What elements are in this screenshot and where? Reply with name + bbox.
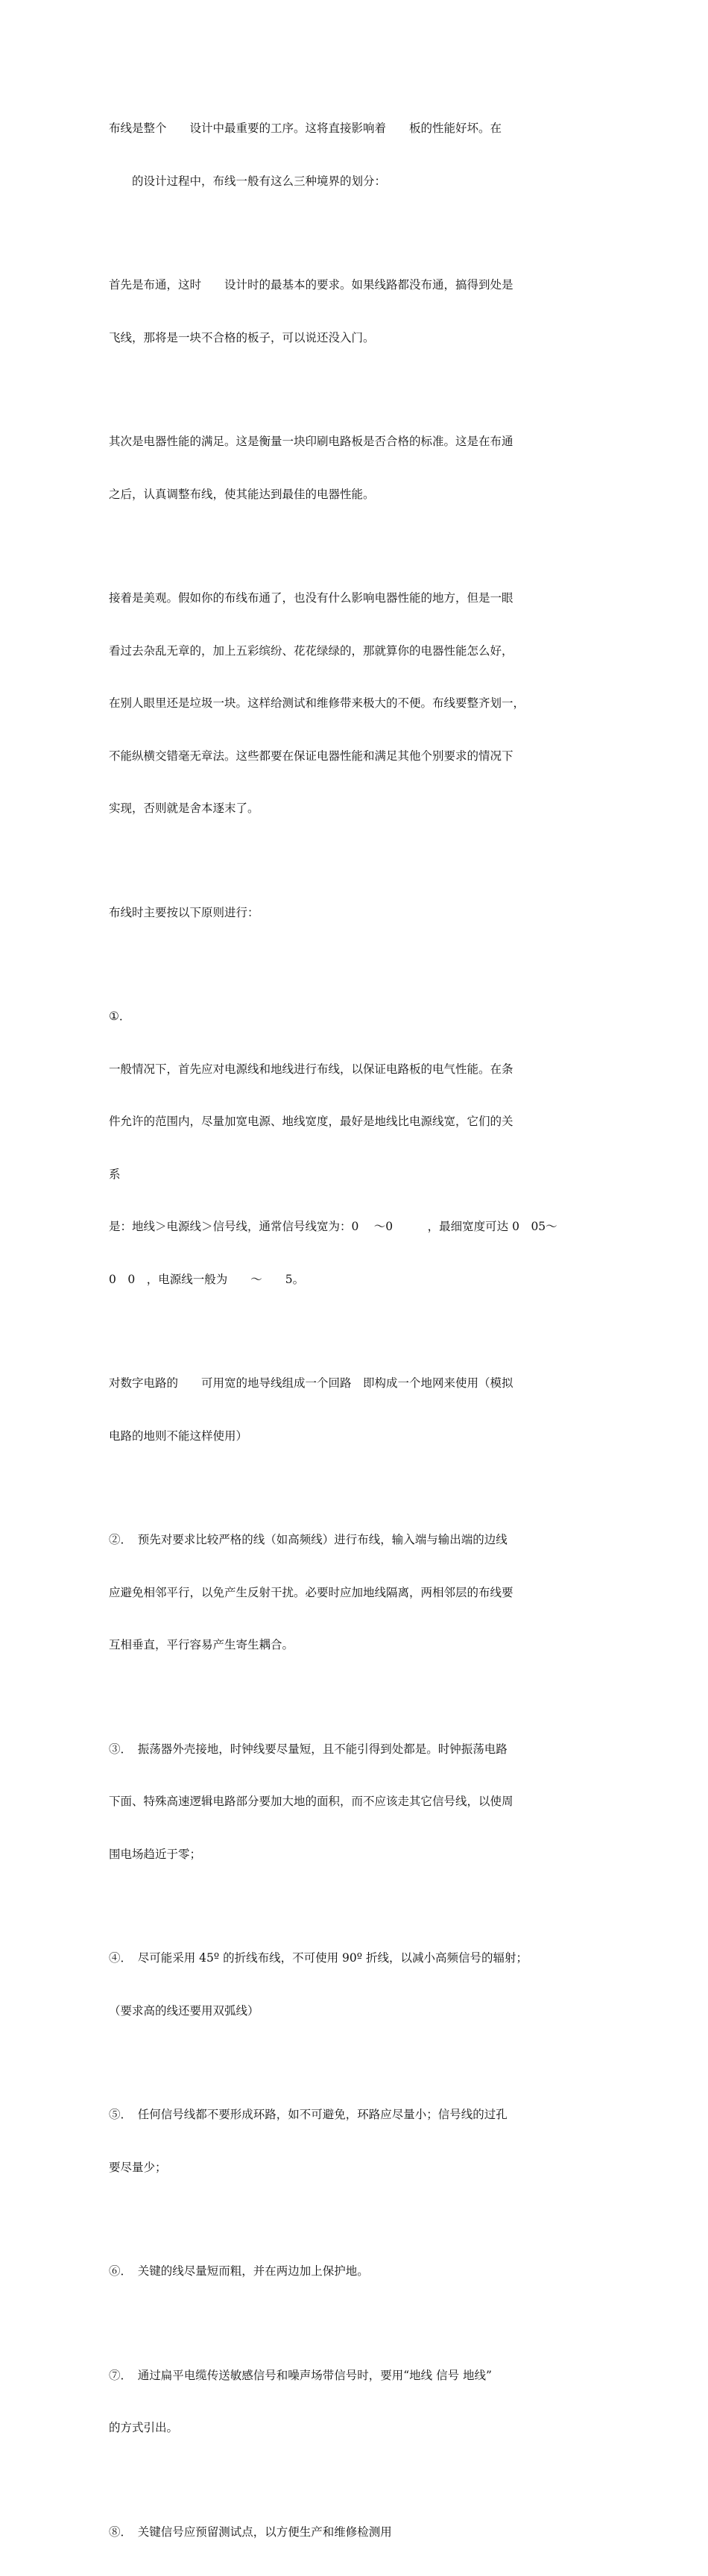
text-line: 在别人眼里还是垃圾一块。这样给测试和维修带来极大的不便。布线要整齐划一， (109, 695, 607, 713)
paragraph-intro (109, 85, 607, 225)
paragraph-rule-7 (109, 2332, 607, 2472)
document-body (109, 85, 607, 2576)
text-line: 应避免相邻平行，以免产生反射干扰。必要时应加地线隔离，两相邻层的布线要 (109, 1584, 607, 1602)
text-line: 0 0 ，电源线一般为 ～ 5。 (109, 1271, 607, 1289)
text-line: ⑧． 关键信号应预留测试点，以方便生产和维修检测用 (109, 2524, 607, 2542)
text-line: 件允许的范围内，尽量加宽电源、地线宽度，最好是地线比电源线宽，它们的关 (109, 1113, 607, 1131)
paragraph-rule-2 (109, 1496, 607, 1689)
paragraph-rule-6 (109, 2228, 607, 2316)
text-line: 首先是布通，这时 设计时的最基本的要求。如果线路都没布通，搞得到处是 (109, 277, 607, 295)
text-line: ③． 振荡器外壳接地，时钟线要尽量短，且不能引得到处都是。时钟振荡电路 (109, 1741, 607, 1759)
text-line: 布线时主要按以下原则进行： (109, 904, 607, 922)
text-line: 系 (109, 1166, 607, 1184)
text-line: 互相垂直，平行容易产生寄生耦合。 (109, 1637, 607, 1654)
text-line: 围电场趋近于零； (109, 1846, 607, 1864)
paragraph-routing-complete (109, 242, 607, 382)
text-line: （要求高的线还要用双弧线） (109, 2003, 607, 2021)
text-line: 的方式引出。 (109, 2419, 607, 2437)
paragraph-principles-heading (109, 869, 607, 957)
text-line: ②． 预先对要求比较严格的线（如高频线）进行布线，输入端与输出端的边线 (109, 1531, 607, 1549)
text-line: 看过去杂乱无章的，加上五彩缤纷、花花绿绿的，那就算你的电器性能怎么好， (109, 643, 607, 661)
text-line: 飞线，那将是一块不合格的板子，可以说还没入门。 (109, 330, 607, 347)
text-line: 下面、特殊高速逻辑电路部分要加大地的面积，而不应该走其它信号线，以使周 (109, 1793, 607, 1811)
text-line: ④． 尽可能采用 45º 的折线布线，不可使用 90º 折线，以减小高频信号的辐射； (109, 1950, 607, 1968)
paragraph-aesthetics (109, 555, 607, 853)
text-line: ⑦． 通过扁平电缆传送敏感信号和噪声场带信号时，要用“地线 信号 地线” (109, 2367, 607, 2385)
paragraph-digital-ground (109, 1340, 607, 1480)
text-line: 电路的地则不能这样使用） (109, 1428, 607, 1446)
text-line: 实现，否则就是舍本逐末了。 (109, 800, 607, 818)
text-line: 布线是整个 设计中最重要的工序。这将直接影响着 板的性能好坏。在 (109, 120, 607, 138)
text-line: 一般情况下，首先应对电源线和地线进行布线，以保证电路板的电气性能。在条 (109, 1061, 607, 1079)
text-line: 要尽量少； (109, 2159, 607, 2177)
paragraph-rule-1 (109, 973, 607, 1323)
text-line: 的设计过程中，布线一般有这么三种境界的划分： (109, 173, 607, 191)
text-line: 接着是美观。假如你的布线布通了，也没有什么影响电器性能的地方，但是一眼 (109, 590, 607, 608)
paragraph-rule-3 (109, 1706, 607, 1899)
paragraph-rule-4 (109, 1915, 607, 2055)
text-line: 对数字电路的 可用宽的地导线组成一个回路 即构成一个地网来使用（模拟 (109, 1375, 607, 1393)
text-line: 之后，认真调整布线，使其能达到最佳的电器性能。 (109, 486, 607, 504)
text-line: ①． (109, 1008, 607, 1026)
paragraph-rule-5 (109, 2071, 607, 2211)
text-line: 不能纵横交错毫无章法。这些都要在保证电器性能和满足其他个别要求的情况下 (109, 748, 607, 766)
paragraph-electrical-performance (109, 398, 607, 538)
text-line: ⑥． 关键的线尽量短而粗，并在两边加上保护地。 (109, 2263, 607, 2281)
text-line: 是：地线＞电源线＞信号线，通常信号线宽为：0 ～0 ，最细宽度可达 0 05～ (109, 1218, 607, 1236)
paragraph-rule-8 (109, 2489, 607, 2576)
text-line: ⑤． 任何信号线都不要形成环路，如不可避免，环路应尽量小；信号线的过孔 (109, 2106, 607, 2124)
text-line: 其次是电器性能的满足。这是衡量一块印刷电路板是否合格的标准。这是在布通 (109, 433, 607, 451)
